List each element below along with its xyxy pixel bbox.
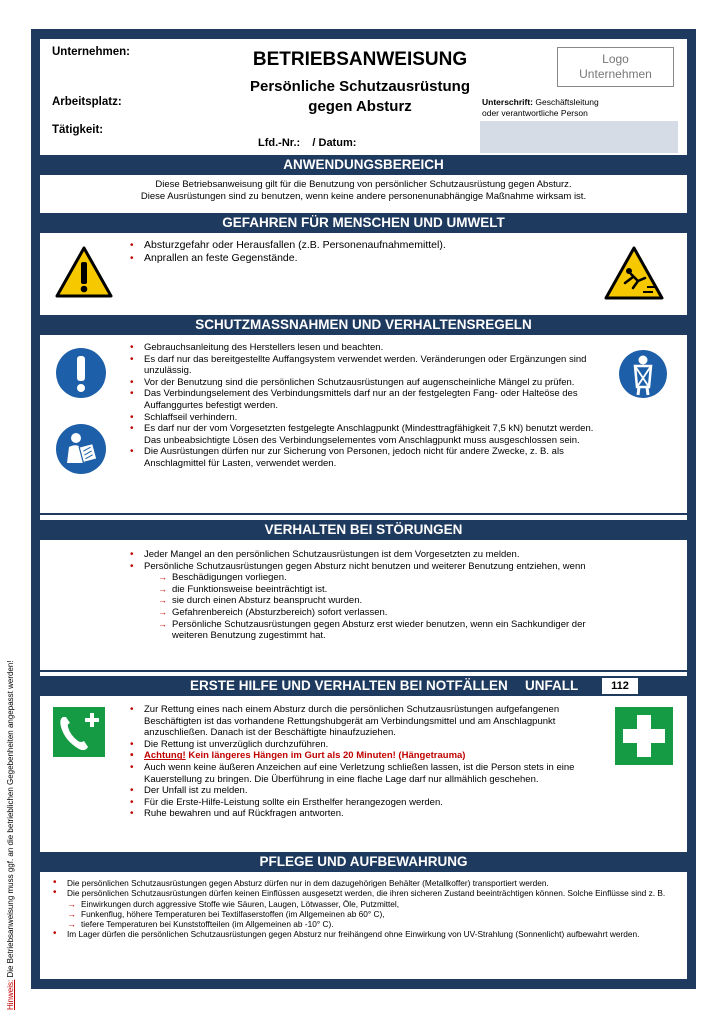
unfall-label: UNFALL — [525, 678, 579, 693]
signature-field[interactable] — [480, 121, 678, 153]
subtitle-line-2: gegen Absturz — [308, 98, 412, 115]
side-note-lead: Hinweis: — [6, 979, 15, 1010]
schutz-list — [130, 342, 600, 470]
logo-line-1: Logo — [602, 52, 629, 66]
sub-list-text: tiefere Temperaturen bei Kunststoffteilen (im Allgemeinen ab -10° C). — [81, 919, 334, 930]
section-divider — [40, 670, 687, 672]
section-stoerungen-title: VERHALTEN BEI STÖRUNGEN — [40, 520, 687, 540]
signature-label — [482, 97, 599, 119]
list-item-text: Die persönlichen Schutzausrüstungen dürfen keinen Einflüssen ausgesetzt werden, die ihren sicheren Zustand beeinträchtigen können. Solche Einflüsse sind z. B. — [67, 888, 666, 899]
gefahren-list — [130, 239, 600, 265]
document-subtitle — [200, 77, 520, 117]
first-aid-icon — [615, 707, 673, 765]
mandatory-action-icon — [55, 347, 107, 399]
list-item: • Ruhe bewahren und auf Rückfragen antworten. — [130, 808, 600, 820]
document-body — [40, 39, 687, 979]
emergency-number: 112 — [602, 678, 638, 694]
sub-list-item — [158, 607, 620, 619]
fall-hazard-icon — [603, 245, 665, 301]
section-divider — [40, 513, 687, 515]
section-schutzmassnahmen-title: SCHUTZMASSNAHMEN UND VERHALTENSREGELN — [40, 315, 687, 335]
emergency-phone-icon — [53, 707, 105, 757]
list-item: • Im Lager dürfen die persönlichen Schutzausrüstungen gegen Absturz nur freihängend ohne Einwirkung von UV-Strahlung (Sonnenlicht) aufbewahrt werden. — [53, 929, 678, 939]
pflege-list — [53, 878, 678, 940]
sub-list-item — [67, 899, 678, 909]
list-item — [130, 750, 600, 762]
sub-list-text: Beschädigungen vorliegen. — [172, 572, 287, 584]
signature-text-2: oder verantwortliche Person — [482, 108, 588, 118]
arbeitsplatz-label: Arbeitsplatz: — [52, 96, 122, 108]
logo-placeholder — [557, 47, 674, 87]
signature-label-bold: Unterschrift: — [482, 97, 534, 107]
list-item: • Anprallen an feste Gegenstände. — [130, 252, 600, 265]
list-item: • Gebrauchsanleitung des Herstellers lesen und beachten. — [130, 342, 600, 354]
section-anwendungsbereich-title: ANWENDUNGSBEREICH — [40, 155, 687, 175]
logo-line-2: Unternehmen — [579, 67, 652, 81]
anwendung-text-2: Diese Ausrüstungen sind zu benutzen, wenn keine andere personenunabhängige Maßnahme wirksam ist. — [140, 191, 587, 202]
list-item: • Die Ausrüstungen dürfen nur zur Sicherung von Personen, jedoch nicht für andere Zwecke, z. B. als Anschlagmittel für Lasten, verwendet werden. — [130, 446, 600, 469]
document-title: BETRIEBSANWEISUNG — [252, 49, 468, 70]
erste-hilfe-list — [130, 704, 600, 820]
list-item: • Es darf nur der vom Vorgesetzten festgelegte Anschlagpunkt (Mindesttragfähigkeit 7,5 kN) benutzt werden. Das unbeabsichtigte Lösen des Verbindungselementes vom Anschlagpunkt muss ausgeschlossen sein. — [130, 423, 600, 446]
pflege-sublist — [67, 899, 678, 930]
list-item — [130, 561, 620, 642]
sub-list-text: Persönliche Schutzausrüstungen gegen Absturz erst wieder benutzen, wenn ein Sachkundiger der weiteren Benutzung zugestimmt hat. — [172, 618, 586, 642]
anwendung-text-1: Diese Betriebsanweisung gilt für die Benutzung von persönlicher Schutzausrüstung gegen Absturz. — [155, 179, 572, 190]
lfd-datum-label: Lfd.-Nr.: / Datum: — [258, 137, 357, 149]
list-item: • Jeder Mangel an den persönlichen Schutzausrüstungen ist dem Vorgesetzten zu melden. — [130, 549, 620, 561]
stoerungen-list — [130, 549, 620, 642]
warning-lead: Achtung! — [144, 750, 186, 762]
list-item: • Für die Erste-Hilfe-Leistung sollte ein Ersthelfer herangezogen werden. — [130, 797, 600, 809]
list-item: • Zur Rettung eines nach einem Absturz durch die persönlichen Schutzausrüstungen aufgefangenen Beschäftigten ist das vorhandene Rettungshubgerät am Verbindungsmittel und am Anschlagpunkt anzuschließen. Danach ist der Beschäftigte hinaufzuziehen. — [130, 704, 600, 739]
list-item: • Das Verbindungselement des Verbindungsmittels darf nur an der festgelegten Fang- oder Halteöse des Auffanggurtes befestigt werden. — [130, 388, 600, 411]
signature-text-1: Geschäftsleitung — [533, 97, 599, 107]
stoerungen-sublist — [144, 572, 620, 642]
section-pflege-title: PFLEGE UND AUFBEWAHRUNG — [40, 852, 687, 872]
sub-list-item — [158, 619, 620, 642]
list-item: • Absturzgefahr oder Herausfallen (z.B. Personenaufnahmemittel). — [130, 239, 600, 252]
list-item: • Schlaffseil verhindern. — [130, 412, 600, 424]
list-item: • Die Rettung ist unverzüglich durchzuführen. — [130, 739, 600, 751]
taetigkeit-label: Tätigkeit: — [52, 124, 104, 136]
sub-list-item — [158, 572, 620, 584]
list-item: • Es darf nur das bereitgestellte Auffangsystem verwendet werden. Veränderungen oder Ergänzungen sind unzulässig. — [130, 354, 600, 377]
list-item: • Der Unfall ist zu melden. — [130, 785, 600, 797]
safety-harness-icon — [618, 349, 668, 399]
section-gefahren-title: GEFAHREN FÜR MENSCHEN UND UMWELT — [40, 213, 687, 233]
subtitle-line-1: Persönliche Schutzausrüstung — [249, 78, 471, 95]
list-item — [53, 888, 678, 929]
sub-list-text: Funkenflug, höhere Temperaturen bei Textilfaserstoffen (im Allgemeinen ab 60° C), — [81, 908, 385, 919]
sub-list-text: Gefahrenbereich (Absturzbereich) sofort verlassen. — [172, 606, 388, 618]
sub-list-item — [67, 919, 678, 929]
sub-list-item — [158, 595, 620, 607]
side-note-text: Die Betriebsanweisung muss ggf. an die betrieblichen Gegebenheiten angepasst werden! — [6, 660, 15, 980]
sub-list-item — [67, 909, 678, 919]
list-item: • Die persönlichen Schutzausrüstungen gegen Absturz dürfen nur in dem dazugehörigen Behälter (Metallkoffer) transportiert werden. — [53, 878, 678, 888]
sub-list-text: sie durch einen Absturz beansprucht wurden. — [172, 595, 363, 607]
unternehmen-label: Unternehmen: — [52, 46, 130, 58]
list-item: • Vor der Benutzung sind die persönlichen Schutzausrüstungen auf augenscheinliche Mängel zu prüfen. — [130, 377, 600, 389]
side-note — [6, 660, 15, 1010]
read-manual-icon — [55, 423, 107, 475]
warning-triangle-icon — [55, 245, 113, 299]
document-frame — [31, 29, 696, 989]
section-erste-hilfe-title: ERSTE HILFE UND VERHALTEN BEI NOTFÄLLEN — [40, 676, 687, 696]
sub-list-text: die Funktionsweise beeinträchtigt ist. — [172, 583, 328, 595]
list-item-text: Persönliche Schutzausrüstungen gegen Absturz nicht benutzen und weiterer Benutzung entziehen, wenn — [144, 560, 586, 572]
warning-text: Kein längeres Hängen im Gurt als 20 Minuten! (Hängetrauma) — [185, 750, 466, 762]
sub-list-item — [158, 584, 620, 596]
sub-list-text: Einwirkungen durch aggressive Stoffe wie Säuren, Laugen, Lötwasser, Öle, Putzmittel, — [81, 898, 400, 909]
list-item: • Auch wenn keine äußeren Anzeichen auf eine Verletzung schließen lassen, ist die Person stets in eine Kauerstellung zu bringen. Die Überführung in eine flache Lage darf nur allmählich geschehen. — [130, 762, 600, 785]
